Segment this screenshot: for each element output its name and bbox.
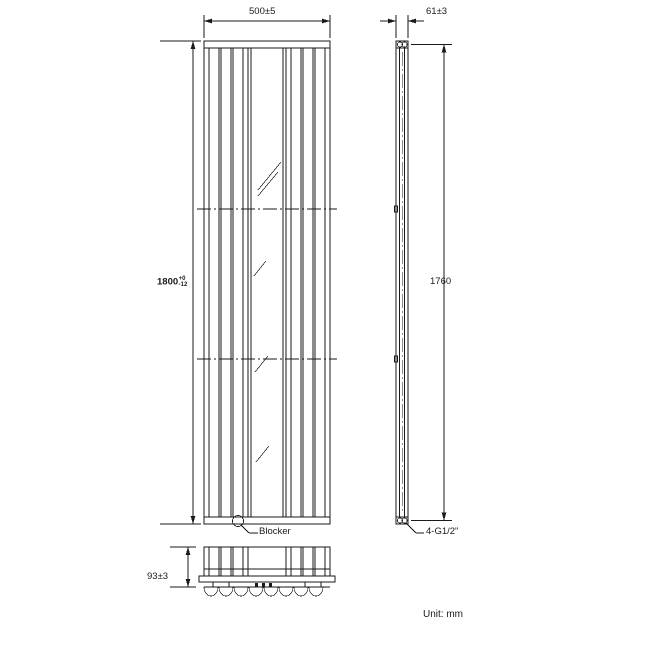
dim-label-depth-side: 61±3	[426, 6, 448, 17]
annotation-connection: 4-G1/2"	[426, 526, 459, 537]
annotation-blocker: Blocker	[259, 526, 291, 537]
front-view-body	[204, 41, 330, 524]
dim-width-front	[204, 15, 330, 38]
dim-height-front-value: 1800	[157, 276, 179, 288]
unit-note: Unit: mm	[423, 609, 463, 620]
dim-label-height-side: 1760	[430, 276, 452, 287]
dim-height-front-tolerance: +0 -12	[178, 276, 188, 288]
front-view-centrelines	[197, 209, 337, 359]
dim-label-base-depth: 93±3	[147, 571, 169, 582]
connection-leader	[406, 523, 424, 533]
dim-label-width-front: 500±5	[249, 6, 276, 17]
dim-label-height-front	[157, 276, 187, 288]
bottom-view-body	[199, 547, 335, 596]
side-view-body	[395, 41, 409, 524]
dim-base-depth	[170, 547, 196, 587]
dim-depth-side	[380, 15, 424, 38]
